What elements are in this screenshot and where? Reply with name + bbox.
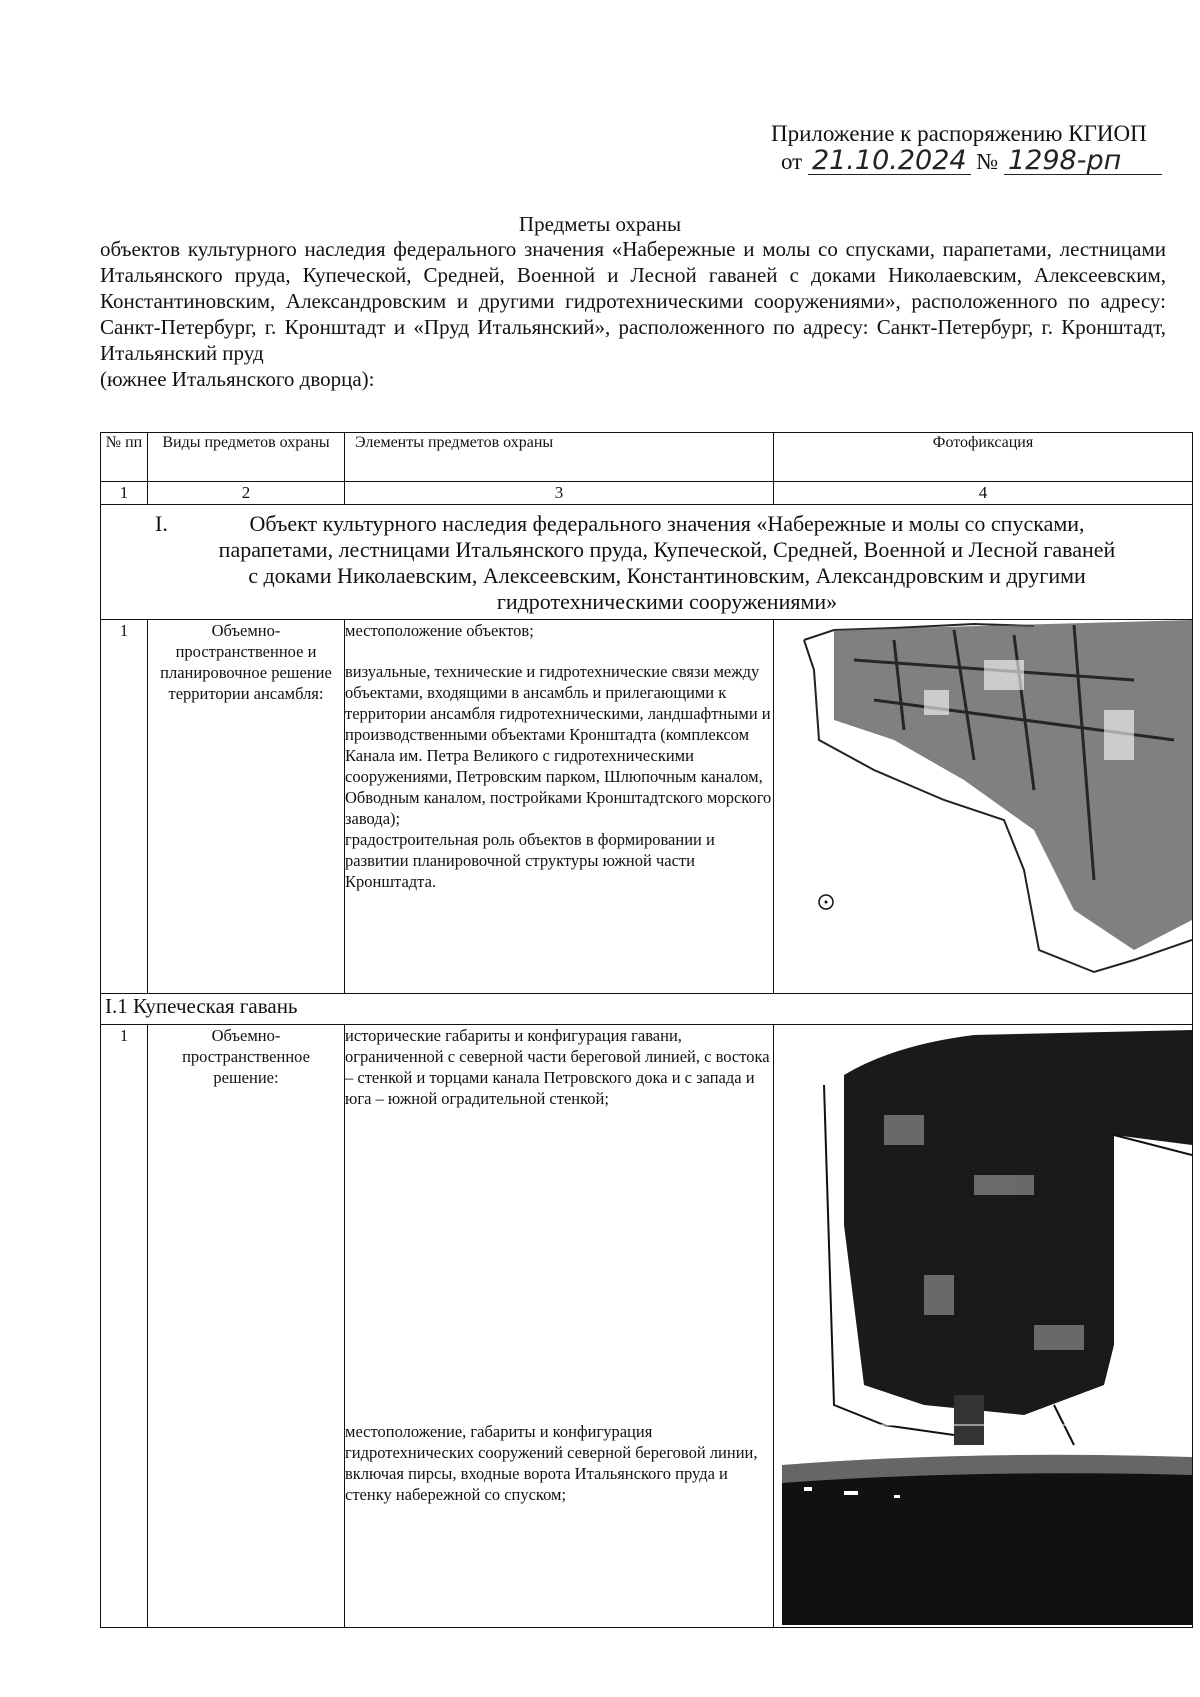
table-header-row bbox=[101, 433, 1193, 482]
table-row bbox=[101, 620, 1193, 994]
handwritten-date: 21.10.2024 bbox=[808, 148, 971, 175]
intro-paragraph bbox=[100, 236, 1166, 392]
element-text: визуальные, технические и гидротехнические связи между объектами, входящими в ансамбль и прилегающими к территории ансамбля гидротехническими, ландшафтными и производственными объектами Кронштадта (комплексом Канала им. Петра Великого с гидротехническими сооружениями, Петровским парком, Шлюпочным каналом, Обводным каналом, постройками Кронштадтского морского завода); bbox=[345, 662, 772, 828]
appendix-date-line bbox=[771, 145, 1162, 176]
appendix-title: Приложение к распоряжению КГИОП bbox=[770, 121, 1147, 146]
subsection-title: I.1 Купеческая гавань bbox=[101, 994, 1193, 1025]
appendix-header bbox=[771, 120, 1162, 176]
harbor-plan-image bbox=[774, 1025, 1192, 1625]
row-number: 1 bbox=[101, 1025, 148, 1628]
col-num-3: 3 bbox=[345, 482, 774, 505]
row-elements bbox=[345, 620, 774, 994]
row-kind: Объемно-пространственное и планировочное решение территории ансамбля: bbox=[148, 620, 345, 994]
photo-cell bbox=[774, 1025, 1193, 1628]
subsection-row bbox=[101, 994, 1193, 1025]
doc-title: Предметы охраны bbox=[518, 212, 682, 236]
row-number: 1 bbox=[101, 620, 148, 994]
element-text: местоположение, габариты и конфигурация гидротехнических сооружений северной береговой линии, включая пирсы, входные ворота Итальянского пруда и стенку набережной со спуском; bbox=[345, 1422, 758, 1504]
col-header-num: № пп bbox=[101, 433, 148, 482]
element-text: градостроительная роль объектов в формировании и развитии планировочной структуры южной части Кронштадта. bbox=[345, 830, 715, 891]
intro-body: объектов культурного наследия федерального значения «Набережные и молы со спусками, парапетами, лестницами Итальянского пруда, Купеческой, Средней, Военной и Лесной гаваней с доками Николаевским, Алексеевским, Константиновским, Александровским и другими гидротехническими сооружениями», расположенного по адресу: Санкт-Петербург, г. Кронштадт и «Пруд Итальянский», расположенного по адресу: Санкт-Петербург, г. Кронштадт, Итальянский пруд bbox=[100, 237, 1166, 365]
section-row bbox=[101, 505, 1193, 620]
ensemble-plan-image bbox=[774, 620, 1192, 992]
element-text: местоположение объектов; bbox=[345, 621, 534, 640]
col-num-1: 1 bbox=[101, 482, 148, 505]
from-label: от bbox=[780, 149, 803, 174]
col-header-elements: Элементы предметов охраны bbox=[345, 433, 774, 482]
section-title: Объект культурного наследия федерального значения «Набережные и молы со спусками, парапетами, лестницами Итальянского пруда, Купеческой, Средней, Военной и Лесной гаваней с доками Николаевским, Алексеевским, Константиновским, Александровским и другими гидротехническими сооружениями» bbox=[218, 511, 1116, 614]
column-number-row bbox=[101, 482, 1193, 505]
protection-table bbox=[100, 432, 1193, 1628]
col-num-4: 4 bbox=[774, 482, 1193, 505]
row-kind: Объемно-пространственное решение: bbox=[148, 1025, 345, 1628]
intro-last-line: (южнее Итальянского дворца): bbox=[100, 367, 375, 391]
col-header-photo: Фотофиксация bbox=[774, 433, 1193, 482]
photo-cell bbox=[774, 620, 1193, 994]
number-label: № bbox=[976, 149, 999, 174]
handwritten-number: 1298-рп bbox=[1004, 148, 1162, 175]
col-header-kind: Виды предметов охраны bbox=[148, 433, 345, 482]
row-elements bbox=[345, 1025, 774, 1628]
section-number: I. bbox=[155, 511, 168, 536]
element-text: исторические габариты и конфигурация гавани, ограниченной с северной части береговой линией, с востока – стенкой и торцами канала Петровского дока и с запада и юга – южной оградительной стенкой; bbox=[345, 1026, 770, 1108]
table-row bbox=[101, 1025, 1193, 1628]
col-num-2: 2 bbox=[148, 482, 345, 505]
